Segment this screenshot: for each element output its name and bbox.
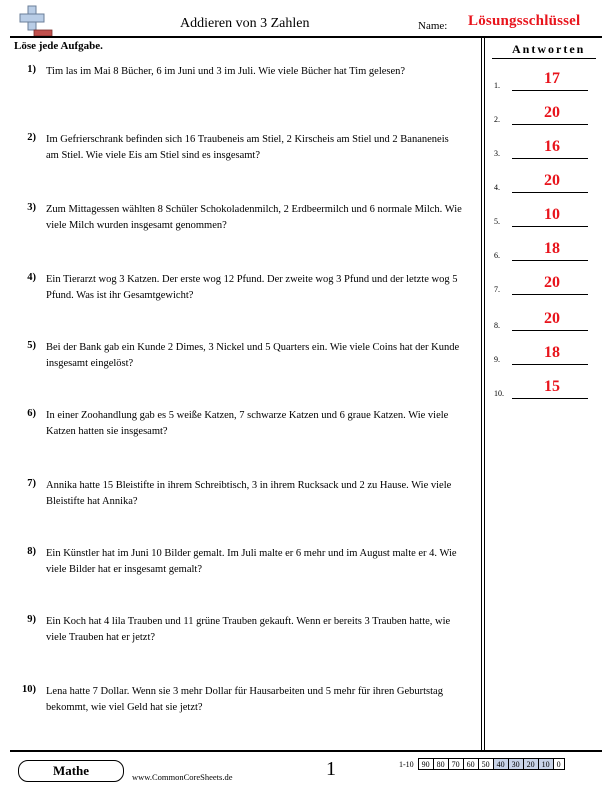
question-text: Tim las im Mai 8 Bücher, 6 im Juni und 3 im Juli. Wie viele Bücher hat Tim gelesen?	[46, 66, 406, 77]
answer-line	[512, 192, 588, 193]
question-number: 3)	[27, 202, 36, 213]
answer-value: 20	[544, 274, 560, 291]
question-text: In einer Zoohandlung gab es 5 weiße Katzen, 7 schwarze Katzen und 6 graue Katzen. Wie viele Katzen hatten sie insgesamt?	[46, 410, 449, 437]
answer-number: 8.	[494, 321, 500, 330]
answer-number: 10.	[494, 389, 504, 398]
answer-value: 20	[544, 172, 560, 189]
score-table	[396, 758, 565, 770]
score-cell: 10	[538, 759, 553, 770]
answer-number: 5.	[494, 217, 500, 226]
answer-number: 6.	[494, 251, 500, 260]
answer-value: 10	[544, 206, 560, 223]
question-number: 5)	[27, 340, 36, 351]
website-text: www.CommonCoreSheets.de	[132, 772, 233, 782]
score-cell: 90	[418, 759, 433, 770]
answer-key-label: Lösungsschlüssel	[468, 13, 581, 29]
question-number: 1)	[27, 64, 36, 75]
question-number: 8)	[27, 546, 36, 557]
answer-line	[512, 398, 588, 399]
score-range-label: 1-10	[399, 759, 414, 769]
header-divider	[10, 36, 602, 38]
answer-line	[512, 294, 588, 295]
answer-number: 7.	[494, 285, 500, 294]
score-cell: 20	[523, 759, 538, 770]
question-text: Im Gefrierschrank befinden sich 16 Traubeneis am Stiel, 2 Kirscheis am Stiel und 2 Bananeneis am Stiel. Wie viele Eis am Stiel sind es insgesamt?	[46, 134, 449, 161]
answer-column-divider	[481, 38, 482, 750]
question-number: 2)	[27, 132, 36, 143]
answer-line	[512, 260, 588, 261]
answer-value: 16	[544, 138, 560, 155]
answer-line	[512, 90, 588, 91]
question-number: 9)	[27, 614, 36, 625]
worksheet-title: Addieren von 3 Zahlen	[180, 16, 310, 31]
question-text: Bei der Bank gab ein Kunde 2 Dimes, 3 Nickel und 5 Quarters ein. Wie viele Coins hat der Kunde insgesamt eingelöst?	[46, 342, 460, 369]
footer-divider	[10, 750, 602, 752]
plus-minus-logo-icon	[14, 4, 54, 38]
answer-number: 1.	[494, 81, 500, 90]
instruction-text: Löse jede Aufgabe.	[14, 40, 103, 52]
score-cell: 70	[448, 759, 463, 770]
answer-number: 4.	[494, 183, 500, 192]
answer-value: 20	[544, 310, 560, 327]
score-row	[396, 759, 564, 770]
question-text: Annika hatte 15 Bleistifte in ihrem Schreibtisch, 3 in ihrem Rucksack und 2 zu Hause. Wie viele Bleistifte hat Annika?	[46, 480, 452, 507]
question-number: 4)	[27, 272, 36, 283]
answer-number: 9.	[494, 355, 500, 364]
score-cell: 50	[478, 759, 493, 770]
score-cell: 0	[553, 759, 564, 770]
answer-line	[512, 226, 588, 227]
answer-number: 3.	[494, 149, 500, 158]
answer-column-divider-inner	[484, 38, 485, 750]
page-number: 1	[326, 758, 336, 780]
score-cell: 60	[463, 759, 478, 770]
answer-line	[512, 364, 588, 365]
answer-value: 20	[544, 104, 560, 121]
answer-value: 17	[544, 70, 560, 87]
question-text: Ein Koch hat 4 lila Trauben und 11 grüne Trauben gekauft. Wenn er bereits 3 Trauben hatte, wie viele Trauben hat er jetzt?	[46, 616, 451, 643]
question-number: 10)	[22, 684, 36, 695]
score-cell: 80	[433, 759, 448, 770]
question-number: 7)	[27, 478, 36, 489]
score-cell: 30	[508, 759, 523, 770]
question-text: Zum Mittagessen wählten 8 Schüler Schokoladenmilch, 2 Erdbeermilch und 6 normale Milch. Wie viele Milch wurden insgesamt genommen?	[46, 204, 462, 231]
subject-badge: Mathe	[18, 760, 124, 782]
answer-line	[512, 124, 588, 125]
score-cell: 40	[493, 759, 508, 770]
question-text: Lena hatte 7 Dollar. Wenn sie 3 mehr Dollar für Hausarbeiten und 5 mehr für ihren Geburtstag bekommt, wie viel Geld hat sie jetzt?	[46, 686, 443, 713]
answer-number: 2.	[494, 115, 500, 124]
answer-line	[512, 158, 588, 159]
question-number: 6)	[27, 408, 36, 419]
question-text: Ein Künstler hat im Juni 10 Bilder gemalt. Im Juli malte er 6 mehr und im August malte er 4. Wie viele Bilder hat er insgesamt gemalt?	[46, 548, 457, 575]
name-label: Name:	[418, 20, 448, 32]
answer-value: 18	[544, 240, 560, 257]
question-text: Ein Tierarzt wog 3 Katzen. Der erste wog 12 Pfund. Der zweite wog 3 Pfund und der letzte wog 5 Pfund. Was ist ihr Gesamtgewicht?	[46, 274, 458, 301]
answer-line	[512, 330, 588, 331]
answer-value: 15	[544, 378, 560, 395]
answers-header-underline	[492, 58, 596, 59]
answer-value: 18	[544, 344, 560, 361]
answers-header: Antworten	[512, 42, 586, 56]
